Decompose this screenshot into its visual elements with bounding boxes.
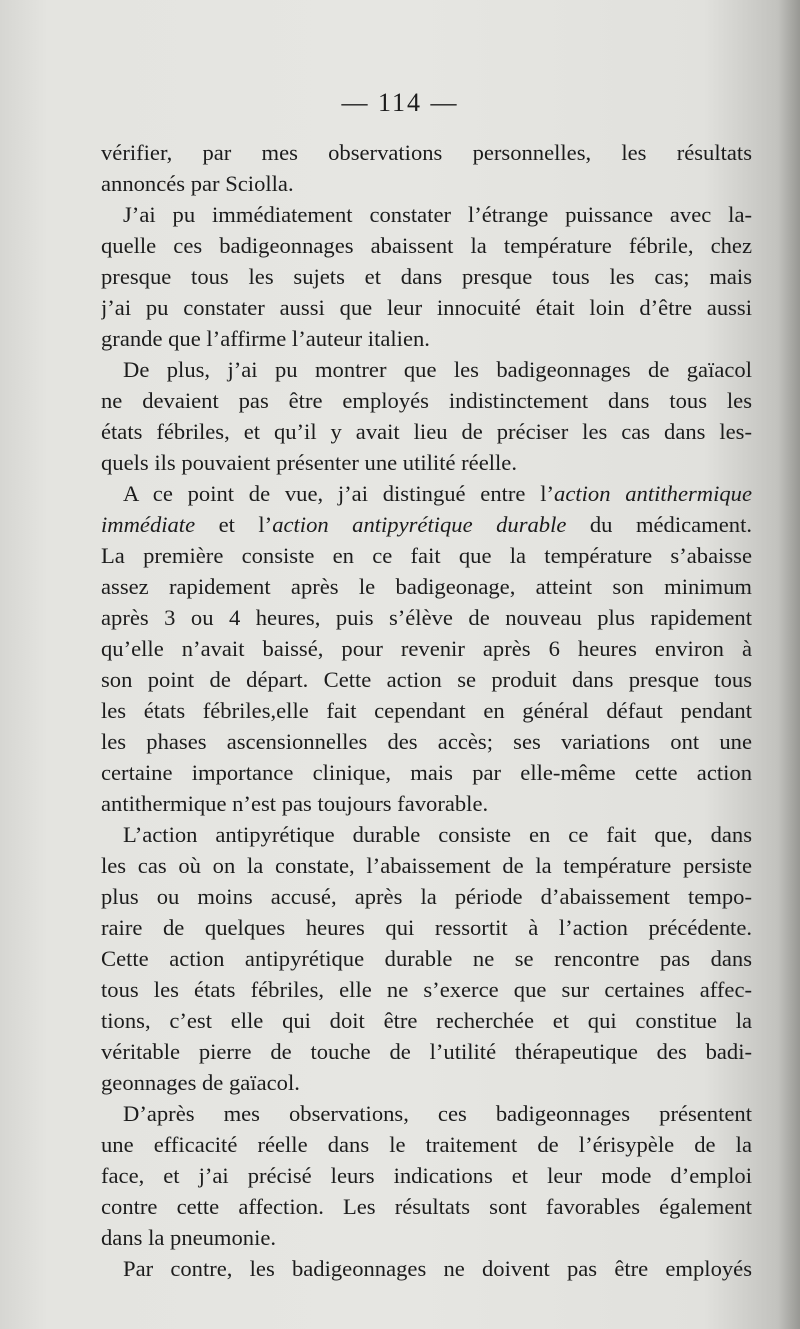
text-line: dans la pneumonie. [101,1225,277,1250]
text-line: qu’elle n’avait baissé, pour revenir après 6 heures environ à [101,636,752,661]
body-text [101,137,752,1284]
text-line: états fébriles, et qu’il y avait lieu de préciser les cas dans les- [101,419,752,444]
paragraph-start-line: Par contre, les badigeonnages ne doivent pas être employés [123,1256,752,1281]
text-line: j’ai pu constater aussi que leur innocuité était loin d’être aussi [101,295,752,320]
text-line: quelle ces badigeonnages abaissent la température fébrile, chez [101,233,752,258]
text-line: assez rapidement après le badigeonage, atteint son minimum [101,574,752,599]
text-line: une efficacité réelle dans le traitement de l’érisypèle de la [101,1132,752,1157]
text-line: annoncés par Sciolla. [101,171,294,196]
text-line: les cas où on la constate, l’abaissement de la température persiste [101,853,752,878]
text-line: La première consiste en ce fait que la température s’abaisse [101,543,752,568]
text-line: certaine importance clinique, mais par elle-même cette action [101,760,752,785]
text-line [101,509,752,540]
text-line: plus ou moins accusé, après la période d’abaissement tempo- [101,884,752,909]
text-line: contre cette affection. Les résultats sont favorables également [101,1194,752,1219]
text-line: tous les états fébriles, elle ne s’exerce que sur certaines affec- [101,977,752,1002]
text-line: presque tous les sujets et dans presque tous les cas; mais [101,264,752,289]
text-line: raire de quelques heures qui ressortit à l’action précédente. [101,915,752,940]
page-number: — 114 — [341,88,459,117]
text-line: ne devaient pas être employés indistinctement dans tous les [101,388,752,413]
text-line: grande que l’affirme l’auteur italien. [101,326,430,351]
text-line: Cette action antipyrétique durable ne se rencontre pas dans [101,946,752,971]
text-line: les états fébriles,elle fait cependant en général défaut pendant [101,698,752,723]
paragraph-start-line: D’après mes observations, ces badigeonnages présentent [123,1101,752,1126]
text-line: après 3 ou 4 heures, puis s’élève de nouveau plus rapidement [101,605,752,630]
text-line: face, et j’ai précisé leurs indications et leur mode d’emploi [101,1163,752,1188]
text-segment: A ce point de vue, j’ai distingué entre [123,481,526,506]
paragraph-start-line: A ce point de vue, j’ai distingué entre l’action antithermique [123,481,752,506]
text-line: quels ils pouvaient présenter une utilité réelle. [101,450,517,475]
italic-term: immédiate [101,512,196,537]
text-line: véritable pierre de touche de l’utilité thérapeutique des badi- [101,1039,752,1064]
text-segment: et l’ [218,512,273,537]
text-line: son point de départ. Cette action se produit dans presque tous [101,667,752,692]
paragraph-start-line: L’action antipyrétique durable consiste en ce fait que, dans [123,822,752,847]
italic-term: action antithermique [554,481,752,506]
text-line: antithermique n’est pas toujours favorable. [101,791,489,816]
page-edge-shadow [778,0,800,1329]
text-line: geonnages de gaïacol. [101,1070,300,1095]
paragraph-start-line: J’ai pu immédiatement constater l’étrange puissance avec la- [123,202,752,227]
text-line: les phases ascensionnelles des accès; ses variations ont une [101,729,752,754]
italic-term: action antipyrétique durable [272,512,567,537]
text-segment: du médicament. [589,512,752,537]
paragraph-start-line: De plus, j’ai pu montrer que les badigeonnages de gaïacol [123,357,752,382]
text-line: tions, c’est elle qui doit être recherchée et qui constitue la [101,1008,752,1033]
text-line: vérifier, par mes observations personnelles, les résultats [101,140,752,165]
